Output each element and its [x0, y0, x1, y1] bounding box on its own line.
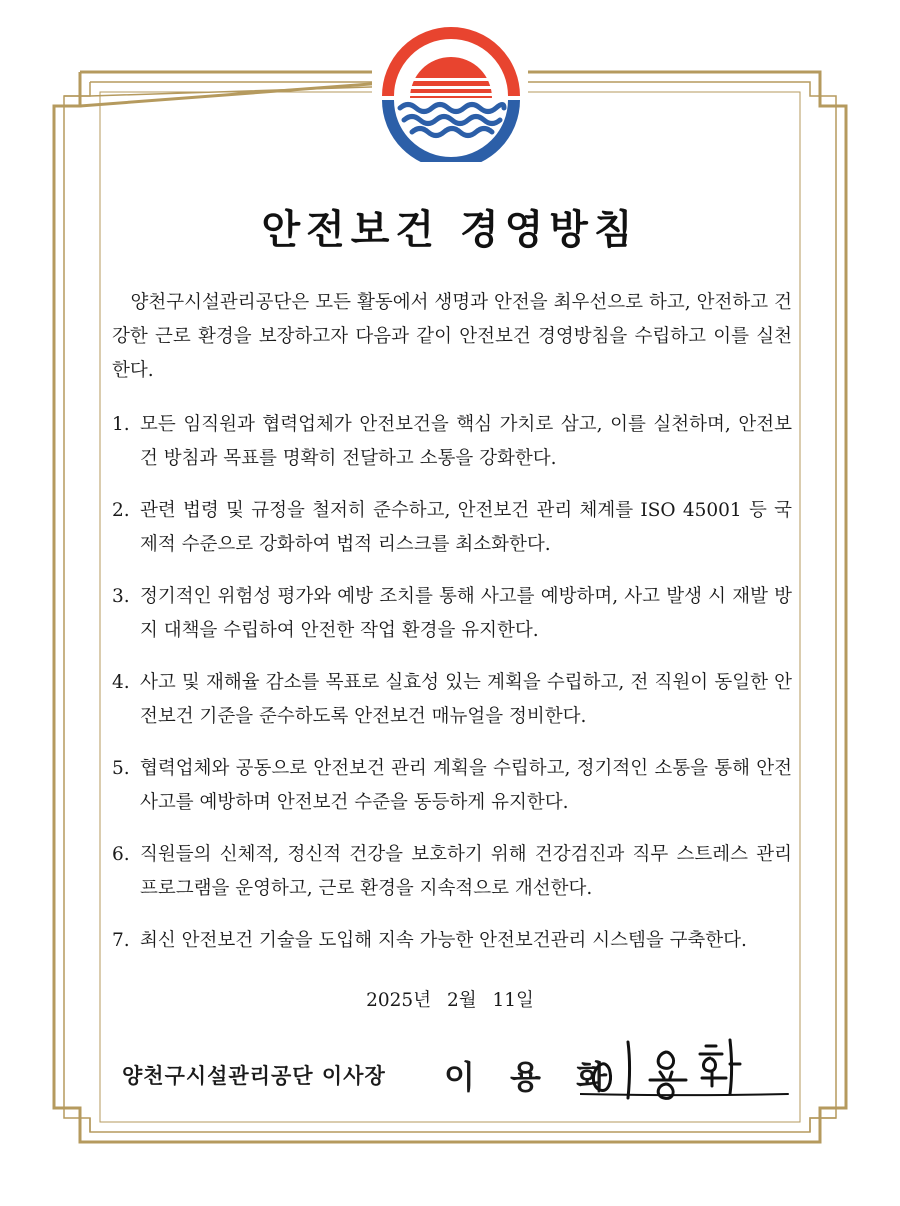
issue-date: 2025년 2월 11일 — [366, 990, 534, 1011]
policy-number: 7. — [112, 930, 130, 951]
policy-text: 정기적인 위험성 평가와 예방 조치를 통해 사고를 예방하며, 사고 발생 시 재발 방지 대책을 수립하여 안전한 작업 환경을 유지한다. — [140, 586, 792, 641]
policy-text: 사고 및 재해율 감소를 목표로 실효성 있는 계획을 수립하고, 전 직원이 동일한 안전보건 기준을 준수하도록 안전보건 매뉴얼을 정비한다. — [140, 672, 792, 727]
policy-item — [112, 666, 792, 734]
sun-over-waves-logo-icon — [382, 18, 520, 162]
intro-paragraph: 양천구시설관리공단은 모든 활동에서 생명과 안전을 최우선으로 하고, 안전하고 건강한 근로 환경을 보장하고자 다음과 같이 안전보건 경영방침을 수립하고 이를 실천한다. — [112, 292, 792, 381]
policy-number: 6. — [112, 844, 130, 865]
policy-number: 4. — [112, 672, 130, 693]
policy-text: 협력업체와 공동으로 안전보건 관리 계획을 수립하고, 정기적인 소통을 통해 안전사고를 예방하며 안전보건 수준을 동등하게 유지한다. — [140, 758, 792, 813]
policy-item — [112, 580, 792, 648]
organization-title: 양천구시설관리공단 이사장 — [122, 1064, 386, 1088]
policy-item — [112, 752, 792, 820]
signature-block — [122, 1052, 802, 1102]
policy-item — [112, 408, 792, 476]
policy-text: 관련 법령 및 규정을 철저히 준수하고, 안전보건 관리 체계를 ISO 45001 등 국제적 수준으로 강화하여 법적 리스크를 최소화한다. — [140, 500, 792, 555]
policy-item — [112, 494, 792, 562]
policy-item — [112, 838, 792, 906]
policy-text: 직원들의 신체적, 정신적 건강을 보호하기 위해 건강검진과 직무 스트레스 관리 프로그램을 운영하고, 근로 환경을 지속적으로 개선한다. — [140, 844, 792, 899]
policy-item — [112, 924, 792, 958]
document-title: 안전보건 경영방침 — [261, 207, 639, 253]
policy-number: 3. — [112, 586, 130, 607]
signer-name: 이 용 화 — [444, 1058, 620, 1096]
policy-number: 2. — [112, 500, 130, 521]
policy-number: 1. — [112, 414, 130, 435]
policy-text: 모든 임직원과 협력업체가 안전보건을 핵심 가치로 삼고, 이를 실천하며, 안전보건 방침과 목표를 명확히 전달하고 소통을 강화한다. — [140, 414, 792, 469]
policy-number: 5. — [112, 758, 130, 779]
handwritten-signature-icon — [580, 1034, 790, 1104]
policy-text: 최신 안전보건 기술을 도입해 지속 가능한 안전보건관리 시스템을 구축한다. — [140, 930, 747, 951]
policy-list — [112, 408, 792, 976]
